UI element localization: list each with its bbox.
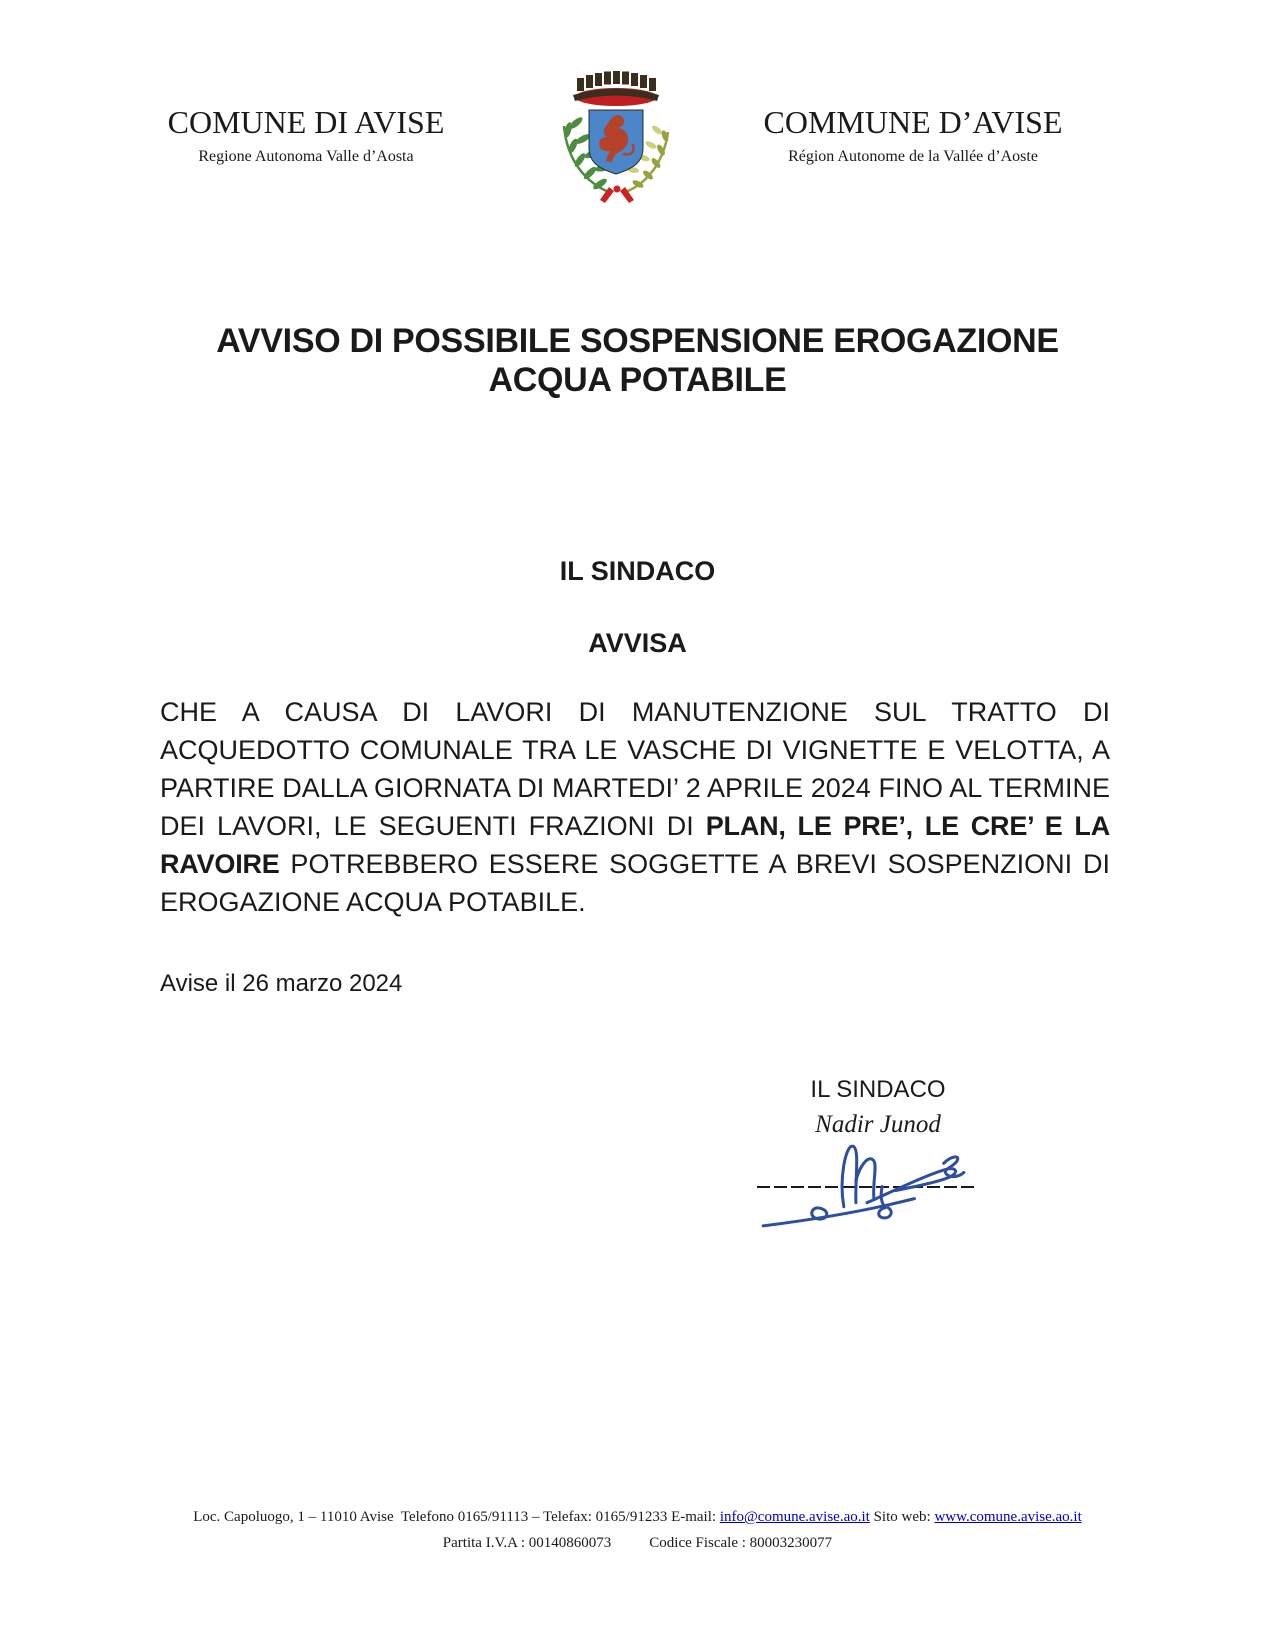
notice-title bbox=[0, 322, 1275, 400]
notice-title-line2: ACQUA POTABILE bbox=[488, 361, 787, 399]
website-link[interactable]: www.comune.avise.ao.it bbox=[934, 1509, 1082, 1525]
region-name-fr: Région Autonome de la Vallée d’Aoste bbox=[788, 148, 1038, 165]
signature-ink-icon bbox=[748, 1128, 980, 1234]
footer-address-text: Loc. Capoluogo, 1 – 11010 Avise Telefono 0165/91113 – Telefax: 0165/91233 E-mail: bbox=[193, 1509, 720, 1525]
municipality-name-it: COMUNE DI AVISE bbox=[167, 104, 445, 140]
dateline: Avise il 26 marzo 2024 bbox=[160, 970, 403, 997]
footer-address-line bbox=[0, 1504, 1275, 1530]
header-left bbox=[106, 104, 506, 166]
footer-sito-label: Sito web: bbox=[869, 1509, 935, 1525]
region-name-it: Regione Autonoma Valle d’Aosta bbox=[198, 148, 414, 165]
notice-body-part1: CHE A CAUSA DI LAVORI DI MANUTENZIONE SUL TRATTO DI ACQUEDOTTO COMUNALE TRA LE VASCHE DI VIGNETTE E VELOTTA, A PARTIRE DALLA GIORNATA DI MARTEDI’ 2 APRILE 2024 FINO AL TERMINE DEI LAVORI, LE SEGUENTI FRAZIONI DI bbox=[160, 697, 1110, 841]
notice-body-part2: POTREBBERO ESSERE SOGGETTE A BREVI SOSPENZIONI DI EROGAZIONE ACQUA POTABILE. bbox=[160, 849, 1110, 917]
municipality-name-fr: COMMUNE D’AVISE bbox=[763, 104, 1063, 140]
footer-fiscal-line bbox=[0, 1530, 1275, 1556]
signature-name: Nadir Junod bbox=[815, 1111, 941, 1138]
notice-body bbox=[160, 693, 1110, 921]
heading-avvisa: AVVISA bbox=[588, 628, 687, 658]
heading-il-sindaco: IL SINDACO bbox=[559, 556, 716, 586]
footer bbox=[0, 1504, 1275, 1556]
signature-role: IL SINDACO bbox=[810, 1076, 946, 1103]
partita-iva: Partita I.V.A : 00140860073 bbox=[442, 1535, 612, 1551]
notice-body-bold-frazioni: PLAN, LE PRE’, LE CRE’ E LA RAVOIRE bbox=[160, 811, 1110, 879]
header-right bbox=[713, 104, 1113, 166]
notice-title-line1: AVVISO DI POSSIBILE SOSPENSIONE EROGAZIONE bbox=[216, 322, 1059, 360]
email-link[interactable]: info@comune.avise.ao.it bbox=[719, 1509, 870, 1525]
codice-fiscale: Codice Fiscale : 80003230077 bbox=[649, 1535, 833, 1551]
municipal-crest-icon bbox=[548, 56, 686, 208]
